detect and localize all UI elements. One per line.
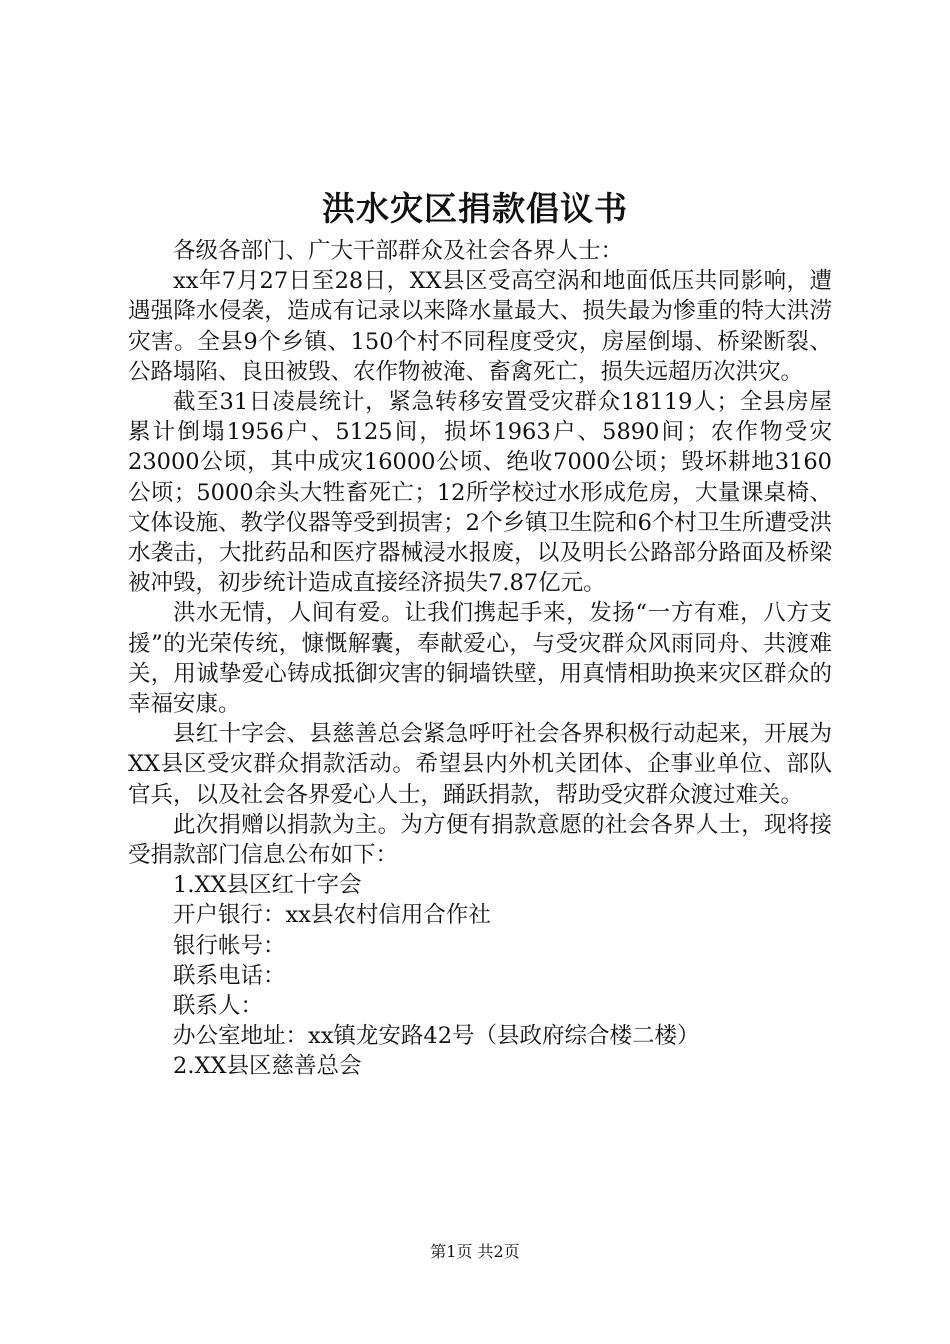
bank-name: 开户银行：xx县农村信用合作社 xyxy=(173,902,491,929)
bank-account: 银行帐号： xyxy=(173,932,286,959)
paragraph-appeal: 洪水无情，人间有爱。让我们携起手来，发扬“一方有难，八方支援”的光荣传统，慷慨解囊，奉献爱心，与受灾群众风雨同舟、共渡难关，用诚挚爱心铸成抵御灾害的铜墙铁壁，用真情相助换来灾区群众的幸福安康。 xyxy=(128,600,832,718)
org-charity: 2.XX县区慈善总会 xyxy=(173,1053,362,1080)
page-indicator: 第1页 共2页 xyxy=(430,1242,520,1261)
document-title: 洪水灾区捐款倡议书 xyxy=(322,189,628,228)
document-body xyxy=(128,236,832,1082)
contact-phone: 联系电话： xyxy=(173,962,286,989)
contact-person: 联系人： xyxy=(173,993,264,1020)
org-red-cross: 1.XX县区红十字会 xyxy=(173,872,362,899)
paragraph-flood-overview: xx年7月27日至28日，XX县区受高空涡和地面低压共同影响，遭遇强降水侵袭，造成有记录以来降水量最大、损失最为惨重的特大洪涝灾害。全县9个乡镇、150个村不同程度受灾，房屋倒塌、桥梁断裂、公路塌陷、良田被毁、农作物被淹、畜禽死亡，损失远超历次洪灾。 xyxy=(128,268,832,385)
office-address: 办公室地址：xx镇龙安路42号（县政府综合楼二楼） xyxy=(173,1023,700,1050)
paragraph-organizers: 县红十字会、县慈善总会紧急呼吁社会各界积极行动起来，开展为XX县区受灾群众捐款活动。希望县内外机关团体、企事业单位、部队官兵，以及社会各界爱心人士，踊跃捐款，帮助受灾群众渡过难关。 xyxy=(128,721,832,808)
paragraph-damage-statistics: 截至31日凌晨统计，紧急转移安置受灾群众18119人；全县房屋累计倒塌1956户、5125间，损坏1963户、5890间；农作物受灾23000公顷，其中成灾16000公顷、绝收7000公顷；毁坏耕地3160公顷；5000余头大牲畜死亡；12所学校过水形成危房，大量课桌椅、文体设施、教学仪器等受到损害；2个乡镇卫生院和6个村卫生所遭受洪水袭击，大批药品和医疗器械浸水报废，以及明长公路部分路面及桥梁被冲毁，初步统计造成直接经济损失7.87亿元。 xyxy=(128,389,832,597)
paragraph-donation-info: 此次捐赠以捐款为主。为方便有捐款意愿的社会各界人士，现将接受捐款部门信息公布如下： xyxy=(128,811,832,869)
salutation: 各级各部门、广大干部群众及社会各界人士： xyxy=(173,238,624,264)
